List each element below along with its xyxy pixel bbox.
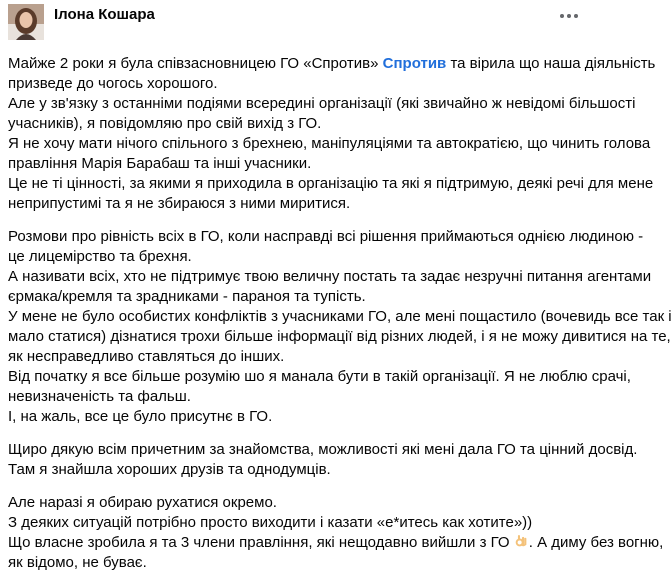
post-line: Я не хочу мати нічого спільного з брехнею, маніпуляціями та автократією, що чинить голова (8, 135, 651, 152)
text-segment: Майже 2 роки я була співзасновницею ГО «Спротив» (8, 55, 383, 72)
page-mention-link[interactable]: Спротив (382, 55, 447, 72)
post-line: А називати всіх, хто не підтримує твою величну постать та задає незручні питання агентами (8, 268, 652, 285)
post-line: Але наразі я обираю рухатися окремо. (8, 494, 277, 511)
post-line: як відомо, не буває. (8, 554, 147, 571)
post-line: Але у зв'язку з останніми подіями всередині організації (які звичайно ж невідомі більшості (8, 95, 636, 112)
post-line: Там я знайшла хороших друзів та однодумців. (8, 461, 331, 478)
post-line: учасників), я повідомляю про свій вихід з ГО. (8, 115, 322, 132)
post-body (8, 44, 672, 573)
post-line: як несправедливо ставляться до інших. (8, 348, 285, 365)
post-line: мало статися) дізнатися трохи більше інформації від різних людей, і я не можу дивитися на те, (8, 328, 671, 345)
post-line: невизначеність та фальш. (8, 388, 191, 405)
post-line: Це не ті цінності, за якими я приходила в організацію та які я підтримую, деякі речі для мене (8, 175, 654, 192)
avatar[interactable] (8, 4, 44, 40)
post-line: призведе до чогось хорошого. (8, 75, 218, 92)
ok-hand-emoji-icon (514, 534, 529, 549)
text-segment: . А диму без вогню, (528, 534, 664, 551)
avatar-photo (8, 4, 44, 40)
post-line: І, на жаль, все це було присутнє в ГО. (8, 408, 273, 425)
post-line: У мене не було особистих конфліктів з учасниками ГО, але мені пощастило (вочевидь все так і (8, 308, 672, 325)
post-line: Щиро дякую всім причетним за знайомства, можливості які мені дала ГО та цінний досвід. (8, 441, 638, 458)
text-segment: та вірила що наша діяльність (446, 55, 656, 72)
post-line: З деяких ситуацій потрібно просто виходити і казати «е*итесь как хотите»)) (8, 514, 533, 531)
post-line (8, 533, 664, 553)
post-line: це лицемірство та брехня. (8, 248, 192, 265)
post-line: Від початку я все більше розумію шо я манала бути в такій організації. Я не люблю срачі, (8, 368, 631, 385)
post-line: правління Марія Барабаш та інші учасники. (8, 155, 312, 172)
more-horizontal-icon (560, 14, 578, 18)
post-line: єрмака/кремля та зрадниками - параноя та тупість. (8, 288, 366, 305)
post-line: Розмови про рівність всіх в ГО, коли насправді всі рішення приймаються однією людиною - (8, 228, 644, 245)
author-name[interactable]: Ілона Кошара (54, 6, 155, 23)
post-header (0, 0, 595, 44)
more-options-button[interactable] (555, 2, 583, 30)
post-line (8, 54, 656, 74)
text-segment: Що власне зробила я та 3 члени правління, які нещодавно вийшли з ГО (8, 534, 514, 551)
post-line: неприпустимі та я не збираюся з ними миритися. (8, 195, 351, 212)
